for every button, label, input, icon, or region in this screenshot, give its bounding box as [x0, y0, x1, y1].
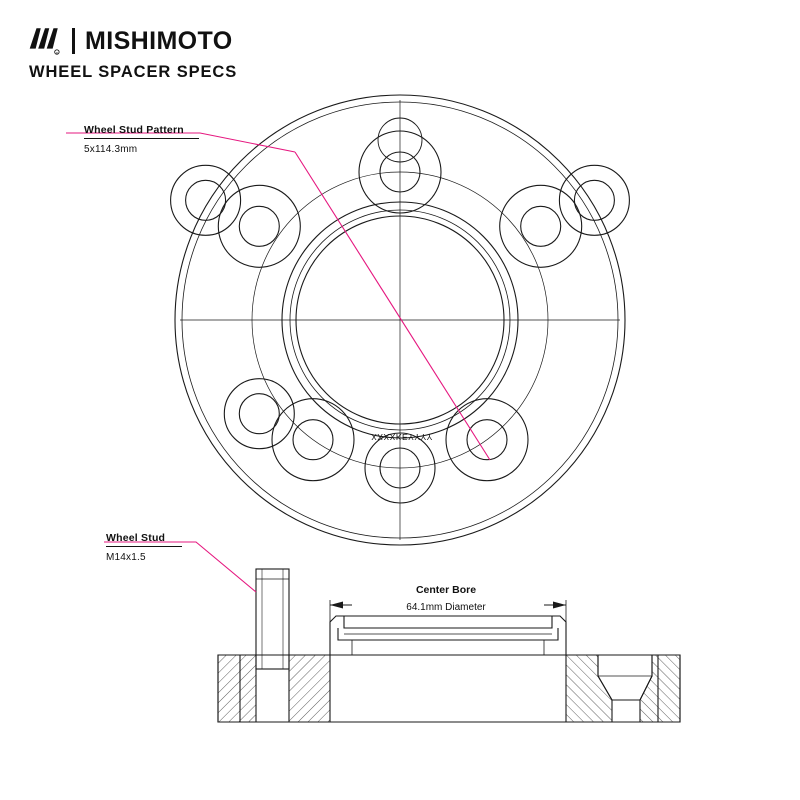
- secondary-bore: [559, 165, 629, 235]
- callout-value: 64.1mm Diameter: [406, 602, 486, 613]
- leader-stud-pattern-diagonal: [295, 152, 490, 460]
- secondary-bore: [171, 165, 241, 235]
- wheel-stud-shaft: [256, 569, 289, 669]
- callout-value: M14x1.5: [106, 552, 146, 563]
- callout-center-bore: [336, 584, 556, 613]
- secondary-hole: [186, 180, 226, 220]
- hub-lip: [344, 616, 552, 628]
- leader-lines: [66, 133, 490, 592]
- stud-hole: [521, 206, 561, 246]
- brand-name: MISHIMOTO: [85, 26, 233, 55]
- section-hatch-left: [218, 655, 256, 722]
- callout-title: Center Bore: [415, 584, 477, 596]
- secondary-bore: [224, 379, 294, 449]
- callout-wheel-stud-pattern: [84, 124, 199, 155]
- front-view-group: [171, 95, 630, 545]
- stud-boss: [218, 185, 300, 267]
- callout-underline: [84, 138, 199, 139]
- page-title: WHEEL SPACER SPECS: [29, 63, 238, 81]
- svg-text:R: R: [55, 50, 58, 55]
- callout-wheel-stud: [106, 532, 182, 563]
- callout-underline: [106, 546, 182, 547]
- section-hatch-left2: [289, 655, 330, 722]
- stud-hole: [239, 206, 279, 246]
- part-etch-text: XXXXKEYYYY: [371, 432, 433, 442]
- stud-boss: [500, 185, 582, 267]
- callout-title: Wheel Stud Pattern: [84, 124, 184, 136]
- secondary-hole: [239, 394, 279, 434]
- callout-title: Wheel Stud: [106, 532, 166, 544]
- callout-value: 5x114.3mm: [84, 144, 138, 155]
- secondary-hole: [574, 180, 614, 220]
- raised-hub-section: [330, 616, 566, 655]
